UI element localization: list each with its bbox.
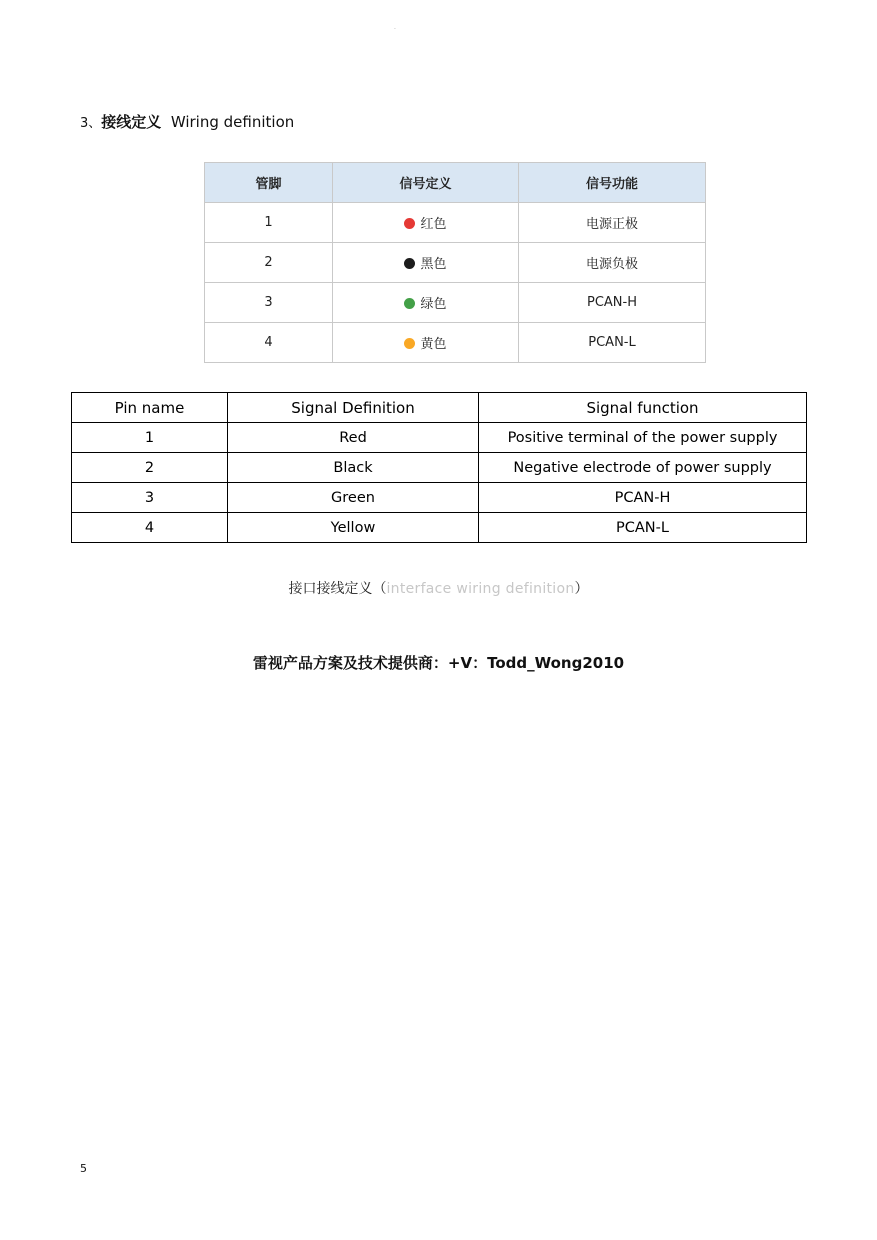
signal-label: 黄色 — [420, 337, 447, 352]
caption-close: ） — [574, 581, 589, 597]
table-header-row — [72, 393, 807, 423]
function-cell: Negative electrode of power supply — [479, 453, 807, 483]
function-cell: PCAN-L — [479, 513, 807, 543]
table-row — [205, 323, 706, 363]
signal-cell — [333, 203, 519, 243]
header-signal-definition: Signal Definition — [228, 393, 479, 423]
pin-cell: 2 — [205, 243, 333, 283]
section-number: 3、 — [80, 116, 102, 131]
table-row — [72, 513, 807, 543]
section-title-zh: 接线定义 — [101, 113, 162, 131]
function-cell: Positive terminal of the power supply — [479, 423, 807, 453]
caption-zh: 接口接线定义（ — [288, 581, 387, 597]
table-row — [205, 243, 706, 283]
yellow-dot-icon — [404, 338, 415, 349]
header-pin-name: Pin name — [72, 393, 228, 423]
pin-cell: 3 — [72, 483, 228, 513]
function-cell: 电源负极 — [519, 243, 706, 283]
signal-cell: Black — [228, 453, 479, 483]
pin-cell: 2 — [72, 453, 228, 483]
page-number: 5 — [80, 1162, 87, 1175]
signal-cell: Yellow — [228, 513, 479, 543]
pin-cell: 1 — [72, 423, 228, 453]
signal-cell — [333, 283, 519, 323]
signal-cell: Red — [228, 423, 479, 453]
pin-cell: 1 — [205, 203, 333, 243]
section-heading — [80, 112, 294, 134]
signal-cell: Green — [228, 483, 479, 513]
provider-contact: 雷视产品方案及技术提供商：+V：Todd_Wong2010 — [252, 654, 625, 672]
header-pin: 管脚 — [205, 163, 333, 203]
header-signal-definition: 信号定义 — [333, 163, 519, 203]
wiring-table-chinese — [204, 162, 706, 363]
signal-label: 黑色 — [420, 257, 447, 272]
green-dot-icon — [404, 298, 415, 309]
table-caption — [0, 578, 877, 598]
pin-cell: 4 — [205, 323, 333, 363]
pin-cell: 4 — [72, 513, 228, 543]
header-signal-function: 信号功能 — [519, 163, 706, 203]
table-row — [72, 423, 807, 453]
red-dot-icon — [404, 218, 415, 229]
caption-en: interface wiring definition — [386, 581, 575, 597]
black-dot-icon — [404, 258, 415, 269]
top-mark: . — [394, 24, 396, 31]
pin-cell: 3 — [205, 283, 333, 323]
function-cell: PCAN-L — [519, 323, 706, 363]
table-row — [72, 483, 807, 513]
function-cell: PCAN-H — [519, 283, 706, 323]
signal-cell — [333, 323, 519, 363]
wiring-table-english — [71, 392, 807, 543]
table-row — [205, 283, 706, 323]
signal-label: 绿色 — [420, 297, 447, 312]
function-cell: 电源正极 — [519, 203, 706, 243]
table-row — [72, 453, 807, 483]
table-row — [205, 203, 706, 243]
function-cell: PCAN-H — [479, 483, 807, 513]
signal-cell — [333, 243, 519, 283]
signal-label: 红色 — [420, 217, 447, 232]
section-title-en: Wiring definition — [170, 113, 295, 131]
header-signal-function: Signal function — [479, 393, 807, 423]
table-header-row — [205, 163, 706, 203]
